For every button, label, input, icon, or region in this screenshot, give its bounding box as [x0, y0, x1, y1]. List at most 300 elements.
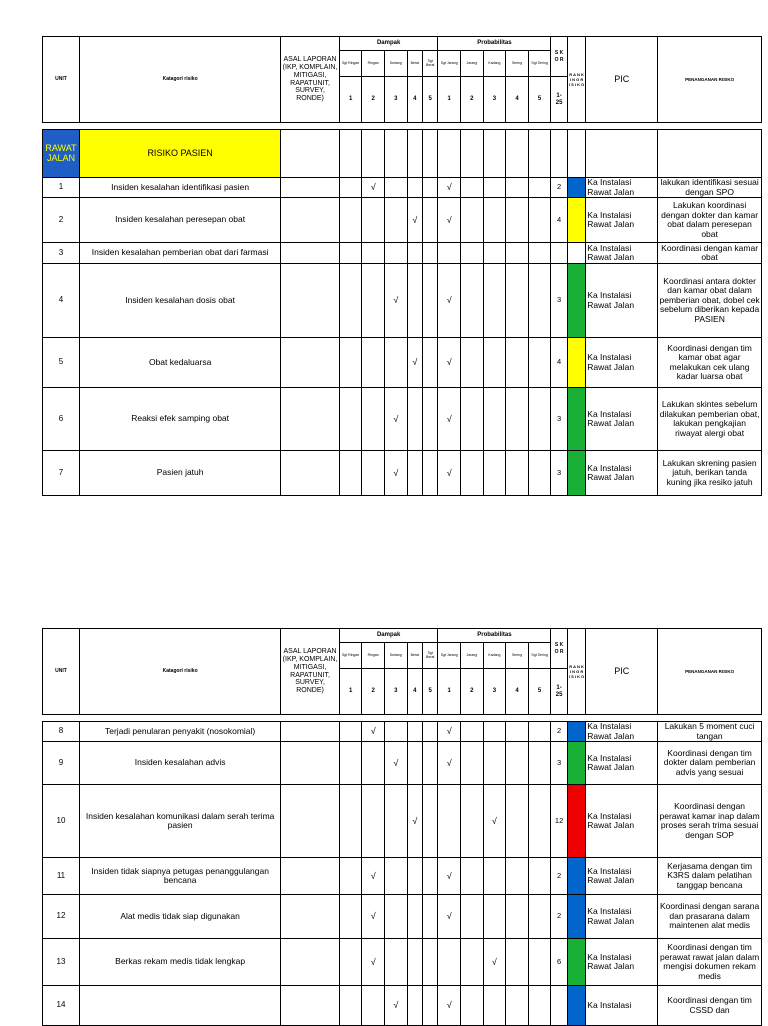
header-prob-level: Sgt Sering — [528, 51, 551, 77]
report-source — [281, 178, 340, 198]
score: 3 — [551, 264, 567, 338]
dampak-cell — [362, 338, 385, 388]
header-dampak-level: Sgt Ringan — [339, 643, 362, 669]
risk-row — [43, 243, 762, 264]
report-source — [281, 451, 340, 496]
row-number: 1 — [43, 178, 80, 198]
risk-row — [43, 338, 762, 388]
prob-cell — [506, 178, 529, 198]
pic: Ka Instalasi Rawat Jalan — [586, 338, 658, 388]
prob-cell — [506, 388, 529, 451]
risk-row — [43, 451, 762, 496]
dampak-cell — [362, 198, 385, 243]
dampak-cell — [385, 785, 408, 858]
dampak-cell — [362, 986, 385, 1026]
risk-rank-color — [567, 858, 585, 895]
prob-cell — [461, 986, 484, 1026]
row-number: 11 — [43, 858, 80, 895]
header-skor-range: 1- 25 — [551, 669, 567, 715]
header-dampak-num: 2 — [362, 77, 385, 123]
prob-cell — [528, 264, 551, 338]
dampak-cell — [339, 895, 362, 939]
dampak-cell — [407, 722, 422, 742]
dampak-cell — [339, 178, 362, 198]
header-probabilitas: Probabilitas — [438, 629, 551, 643]
pic: Ka Instalasi Rawat Jalan — [586, 388, 658, 451]
pic: Ka Instalasi Rawat Jalan — [586, 895, 658, 939]
risk-row — [43, 858, 762, 895]
dampak-check: √ — [385, 742, 408, 785]
prob-cell — [461, 264, 484, 338]
prob-cell — [461, 178, 484, 198]
header-pic: PIC — [586, 37, 658, 123]
dampak-cell — [362, 388, 385, 451]
section-title: RISIKO PASIEN — [79, 130, 280, 178]
header-asal-laporan: ASAL LAPORAN (IKP, KOMPLAIN, MITIGASI, RAPATUNIT, SURVEY, RONDE) — [281, 37, 340, 123]
dampak-check: √ — [362, 178, 385, 198]
risk-category: Insiden kesalahan peresepan obat — [79, 198, 280, 243]
risk-rank-color — [567, 388, 585, 451]
dampak-cell — [407, 451, 422, 496]
prob-cell — [438, 939, 461, 986]
dampak-cell — [362, 785, 385, 858]
prob-cell — [506, 722, 529, 742]
prob-cell — [483, 742, 506, 785]
dampak-cell — [385, 243, 408, 264]
header-prob-level: Jarang — [461, 51, 484, 77]
prob-cell — [528, 858, 551, 895]
header-prob-num: 3 — [483, 669, 506, 715]
dampak-cell — [362, 742, 385, 785]
prob-cell — [461, 722, 484, 742]
prob-cell — [483, 264, 506, 338]
prob-cell — [506, 264, 529, 338]
risk-action: Lakukan skrening pasien jatuh, berikan tanda kuning jika resiko jatuh — [658, 451, 762, 496]
score: 2 — [551, 895, 567, 939]
dampak-cell — [423, 198, 438, 243]
row-number: 4 — [43, 264, 80, 338]
header-dampak-num: 5 — [423, 669, 438, 715]
header-kategori: Katagori risiko — [79, 37, 280, 123]
prob-cell — [438, 243, 461, 264]
pic: Ka Instalasi Rawat Jalan — [586, 243, 658, 264]
pic: Ka Instalasi Rawat Jalan — [586, 722, 658, 742]
header-prob-num: 5 — [528, 77, 551, 123]
prob-check: √ — [438, 388, 461, 451]
prob-cell — [483, 243, 506, 264]
risk-category: Insiden kesalahan pemberian obat dari farmasi — [79, 243, 280, 264]
prob-cell — [506, 243, 529, 264]
header-dampak: Dampak — [339, 629, 438, 643]
risk-category: Insiden kesalahan advis — [79, 742, 280, 785]
score: 2 — [551, 858, 567, 895]
pic: Ka Instalasi Rawat Jalan — [586, 178, 658, 198]
prob-check: √ — [438, 451, 461, 496]
dampak-check: √ — [362, 722, 385, 742]
risk-rank-color — [567, 264, 585, 338]
dampak-cell — [407, 858, 422, 895]
header-kategori: Katagori risiko — [79, 629, 280, 715]
prob-check: √ — [438, 198, 461, 243]
prob-cell — [461, 939, 484, 986]
header-dampak-num: 3 — [385, 669, 408, 715]
row-number: 13 — [43, 939, 80, 986]
prob-cell — [461, 198, 484, 243]
header-row-top — [43, 629, 762, 643]
risk-rank-color — [567, 198, 585, 243]
header-penanganan: PENANGANAN RISIKO — [658, 629, 762, 715]
score: 12 — [551, 785, 567, 858]
prob-cell — [506, 895, 529, 939]
pic: Ka Instalasi Rawat Jalan — [586, 742, 658, 785]
header-dampak-level: Sedang — [385, 51, 408, 77]
dampak-check: √ — [362, 858, 385, 895]
dampak-check: √ — [407, 785, 422, 858]
dampak-cell — [339, 264, 362, 338]
risk-row — [43, 785, 762, 858]
risk-category: Reaksi efek samping obat — [79, 388, 280, 451]
header-dampak-num: 4 — [407, 669, 422, 715]
dampak-cell — [339, 451, 362, 496]
risk-rank-color — [567, 178, 585, 198]
prob-cell — [461, 895, 484, 939]
section-unit: RAWAT JALAN — [43, 130, 80, 178]
header-unit: UNIT — [43, 37, 80, 123]
header-prob-num: 4 — [506, 77, 529, 123]
score: 3 — [551, 742, 567, 785]
prob-cell — [528, 243, 551, 264]
header-dampak-num: 1 — [339, 669, 362, 715]
risk-action: Lakukan 5 moment cuci tangan — [658, 722, 762, 742]
header-dampak: Dampak — [339, 37, 438, 51]
risk-row — [43, 722, 762, 742]
prob-cell — [483, 198, 506, 243]
risk-rank-color — [567, 895, 585, 939]
spacer-row — [43, 715, 762, 722]
score: 2 — [551, 178, 567, 198]
prob-cell — [483, 858, 506, 895]
dampak-cell — [407, 895, 422, 939]
header-prob-level: Jarang — [461, 643, 484, 669]
risk-rank-color — [567, 742, 585, 785]
dampak-cell — [385, 939, 408, 986]
risk-row — [43, 986, 762, 1026]
prob-cell — [506, 742, 529, 785]
header-prob-level: Sgt Jarang — [438, 51, 461, 77]
dampak-cell — [423, 722, 438, 742]
prob-cell — [528, 388, 551, 451]
header-prob-level: Kadang — [483, 643, 506, 669]
header-dampak-num: 2 — [362, 669, 385, 715]
score: 2 — [551, 722, 567, 742]
header-dampak-level: Sgt Ringan — [339, 51, 362, 77]
dampak-cell — [423, 986, 438, 1026]
risk-row — [43, 939, 762, 986]
risk-table-1 — [42, 36, 762, 496]
risk-category: Insiden kesalahan dosis obat — [79, 264, 280, 338]
prob-cell — [528, 986, 551, 1026]
header-probabilitas: Probabilitas — [438, 37, 551, 51]
dampak-cell — [339, 722, 362, 742]
dampak-check: √ — [362, 939, 385, 986]
dampak-check: √ — [362, 895, 385, 939]
prob-cell — [506, 939, 529, 986]
risk-action: Koordinasi dengan kamar obat — [658, 243, 762, 264]
header-dampak-level: Berat — [407, 51, 422, 77]
dampak-cell — [423, 785, 438, 858]
prob-cell — [461, 858, 484, 895]
dampak-cell — [407, 178, 422, 198]
prob-cell — [506, 785, 529, 858]
header-prob-num: 2 — [461, 669, 484, 715]
dampak-cell — [362, 264, 385, 338]
score — [551, 986, 567, 1026]
dampak-cell — [423, 178, 438, 198]
header-dampak-num: 3 — [385, 77, 408, 123]
header-prob-num: 5 — [528, 669, 551, 715]
header-dampak-num: 4 — [407, 77, 422, 123]
prob-cell — [483, 722, 506, 742]
row-number: 2 — [43, 198, 80, 243]
header-dampak-num: 1 — [339, 77, 362, 123]
dampak-cell — [423, 858, 438, 895]
prob-cell — [528, 722, 551, 742]
risk-action: lakukan identifikasi sesuai dengan SPO — [658, 178, 762, 198]
header-dampak-level: Berat — [407, 643, 422, 669]
row-number: 14 — [43, 986, 80, 1026]
score: 4 — [551, 198, 567, 243]
dampak-cell — [407, 986, 422, 1026]
dampak-cell — [385, 722, 408, 742]
risk-rank-color — [567, 785, 585, 858]
prob-cell — [483, 986, 506, 1026]
report-source — [281, 858, 340, 895]
dampak-cell — [339, 338, 362, 388]
prob-cell — [461, 742, 484, 785]
header-prob-level: Sering — [506, 643, 529, 669]
report-source — [281, 264, 340, 338]
risk-row — [43, 264, 762, 338]
pic: Ka Instalasi Rawat Jalan — [586, 198, 658, 243]
dampak-cell — [339, 939, 362, 986]
dampak-cell — [407, 742, 422, 785]
risk-category: Insiden kesalahan identifikasi pasien — [79, 178, 280, 198]
header-prob-level: Sgt Jarang — [438, 643, 461, 669]
dampak-cell — [339, 742, 362, 785]
risk-category: Alat medis tidak siap digunakan — [79, 895, 280, 939]
header-dampak-level: Ringan — [362, 51, 385, 77]
risk-action: Koordinasi dengan sarana dan prasarana dalam maintenen alat medis — [658, 895, 762, 939]
spacer-row — [43, 123, 762, 130]
prob-cell — [528, 785, 551, 858]
report-source — [281, 742, 340, 785]
dampak-cell — [339, 785, 362, 858]
prob-check: √ — [438, 338, 461, 388]
header-prob-num: 1 — [438, 77, 461, 123]
score: 4 — [551, 338, 567, 388]
header-ranking: R A N K I N G R I S I K O — [567, 37, 585, 123]
risk-action: Lakukan koordinasi dengan dokter dan kamar obat dalam peresepan obat — [658, 198, 762, 243]
prob-cell — [483, 451, 506, 496]
row-number: 10 — [43, 785, 80, 858]
dampak-cell — [423, 895, 438, 939]
header-prob-num: 3 — [483, 77, 506, 123]
dampak-cell — [385, 338, 408, 388]
header-prob-level: Sgt Sering — [528, 643, 551, 669]
score: 6 — [551, 939, 567, 986]
dampak-cell — [407, 264, 422, 338]
dampak-check: √ — [407, 338, 422, 388]
dampak-cell — [385, 178, 408, 198]
prob-cell — [483, 388, 506, 451]
prob-cell — [461, 785, 484, 858]
prob-cell — [506, 858, 529, 895]
header-unit: UNIT — [43, 629, 80, 715]
risk-action: Koordinasi dengan perawat kamar inap dalam proses serah trima sesuai dengan SOP — [658, 785, 762, 858]
report-source — [281, 388, 340, 451]
dampak-cell — [339, 243, 362, 264]
prob-cell — [528, 451, 551, 496]
prob-check: √ — [483, 939, 506, 986]
prob-cell — [506, 986, 529, 1026]
prob-cell — [461, 338, 484, 388]
dampak-check: √ — [385, 986, 408, 1026]
header-dampak-level: Ringan — [362, 643, 385, 669]
report-source — [281, 722, 340, 742]
risk-action: Koordinasi dengan tim dokter dalam pemberian advis yang sesuai — [658, 742, 762, 785]
report-source — [281, 243, 340, 264]
header-prob-num: 1 — [438, 669, 461, 715]
report-source — [281, 895, 340, 939]
header-dampak-level: Sedang — [385, 643, 408, 669]
row-number: 7 — [43, 451, 80, 496]
dampak-cell — [407, 939, 422, 986]
risk-category: Pasien jatuh — [79, 451, 280, 496]
prob-cell — [483, 895, 506, 939]
row-number: 3 — [43, 243, 80, 264]
header-dampak-level: Sgt Berat — [423, 643, 438, 669]
row-number: 8 — [43, 722, 80, 742]
prob-cell — [483, 178, 506, 198]
dampak-cell — [339, 388, 362, 451]
prob-check: √ — [438, 178, 461, 198]
dampak-cell — [423, 264, 438, 338]
dampak-cell — [423, 338, 438, 388]
risk-rank-color — [567, 986, 585, 1026]
header-prob-level: Kadang — [483, 51, 506, 77]
row-number: 9 — [43, 742, 80, 785]
pic: Ka Instalasi Rawat Jalan — [586, 858, 658, 895]
header-prob-num: 2 — [461, 77, 484, 123]
dampak-cell — [385, 198, 408, 243]
prob-cell — [438, 785, 461, 858]
risk-rank-color — [567, 722, 585, 742]
header-prob-level: Sering — [506, 51, 529, 77]
dampak-cell — [423, 451, 438, 496]
risk-action: Koordinasi dengan tim perawat rawat jalan dalam mengisi dokumen rekam medis — [658, 939, 762, 986]
prob-cell — [506, 198, 529, 243]
header-penanganan: PENANGANAN RISIKO — [658, 37, 762, 123]
prob-cell — [461, 243, 484, 264]
pic: Ka Instalasi Rawat Jalan — [586, 785, 658, 858]
dampak-check: √ — [385, 451, 408, 496]
risk-action: Koordinasi antara dokter dan kamar obat dalam pemberian obat, dobel cek sebelum diberikan kepada PASIEN — [658, 264, 762, 338]
header-skor: S K O R — [551, 37, 567, 77]
dampak-cell — [339, 986, 362, 1026]
dampak-check: √ — [407, 198, 422, 243]
dampak-cell — [423, 243, 438, 264]
header-dampak-level: Sgt Berat — [423, 51, 438, 77]
row-number: 6 — [43, 388, 80, 451]
risk-rank-color — [567, 939, 585, 986]
prob-cell — [506, 451, 529, 496]
dampak-check: √ — [385, 264, 408, 338]
risk-table-2 — [42, 628, 762, 1026]
pic: Ka Instalasi Rawat Jalan — [586, 451, 658, 496]
risk-rank-color — [567, 451, 585, 496]
risk-row — [43, 198, 762, 243]
risk-rank-color — [567, 338, 585, 388]
prob-check: √ — [483, 785, 506, 858]
prob-cell — [461, 451, 484, 496]
report-source — [281, 986, 340, 1026]
risk-row — [43, 388, 762, 451]
header-pic: PIC — [586, 629, 658, 715]
pic: Ka Instalasi — [586, 986, 658, 1026]
dampak-check: √ — [385, 388, 408, 451]
dampak-cell — [362, 243, 385, 264]
dampak-cell — [339, 198, 362, 243]
pic: Ka Instalasi Rawat Jalan — [586, 939, 658, 986]
dampak-cell — [362, 451, 385, 496]
prob-cell — [483, 338, 506, 388]
header-ranking: R A N K I N G R I S I K O — [567, 629, 585, 715]
row-number: 5 — [43, 338, 80, 388]
prob-cell — [528, 198, 551, 243]
risk-action: Koordinasi dengan tim kamar obat agar melakukan cek ulang kadar luarsa obat — [658, 338, 762, 388]
risk-category: Terjadi penularan penyakit (nosokomial) — [79, 722, 280, 742]
prob-cell — [528, 338, 551, 388]
risk-row — [43, 742, 762, 785]
prob-check: √ — [438, 264, 461, 338]
report-source — [281, 785, 340, 858]
dampak-cell — [423, 388, 438, 451]
risk-category — [79, 986, 280, 1026]
risk-category: Insiden kesalahan komunikasi dalam serah terima pasien — [79, 785, 280, 858]
header-row-top — [43, 37, 762, 51]
prob-cell — [528, 895, 551, 939]
prob-cell — [528, 939, 551, 986]
risk-row — [43, 178, 762, 198]
header-asal-laporan: ASAL LAPORAN (IKP, KOMPLAIN, MITIGASI, RAPATUNIT, SURVEY, RONDE) — [281, 629, 340, 715]
prob-check: √ — [438, 722, 461, 742]
score: 3 — [551, 388, 567, 451]
risk-category: Insiden tidak siapnya petugas penanggulangan bencana — [79, 858, 280, 895]
prob-cell — [528, 178, 551, 198]
dampak-cell — [423, 939, 438, 986]
risk-action: Kerjasama dengan tim K3RS dalam pelatihan tanggap bencana — [658, 858, 762, 895]
prob-check: √ — [438, 895, 461, 939]
risk-row — [43, 895, 762, 939]
dampak-cell — [407, 388, 422, 451]
score — [551, 243, 567, 264]
risk-category: Berkas rekam medis tidak lengkap — [79, 939, 280, 986]
report-source — [281, 338, 340, 388]
risk-action: Lakukan skintes sebelum dilakukan pemberian obat, lakukan pengkajian riwayat alergi obat — [658, 388, 762, 451]
dampak-cell — [339, 858, 362, 895]
prob-check: √ — [438, 986, 461, 1026]
score: 3 — [551, 451, 567, 496]
